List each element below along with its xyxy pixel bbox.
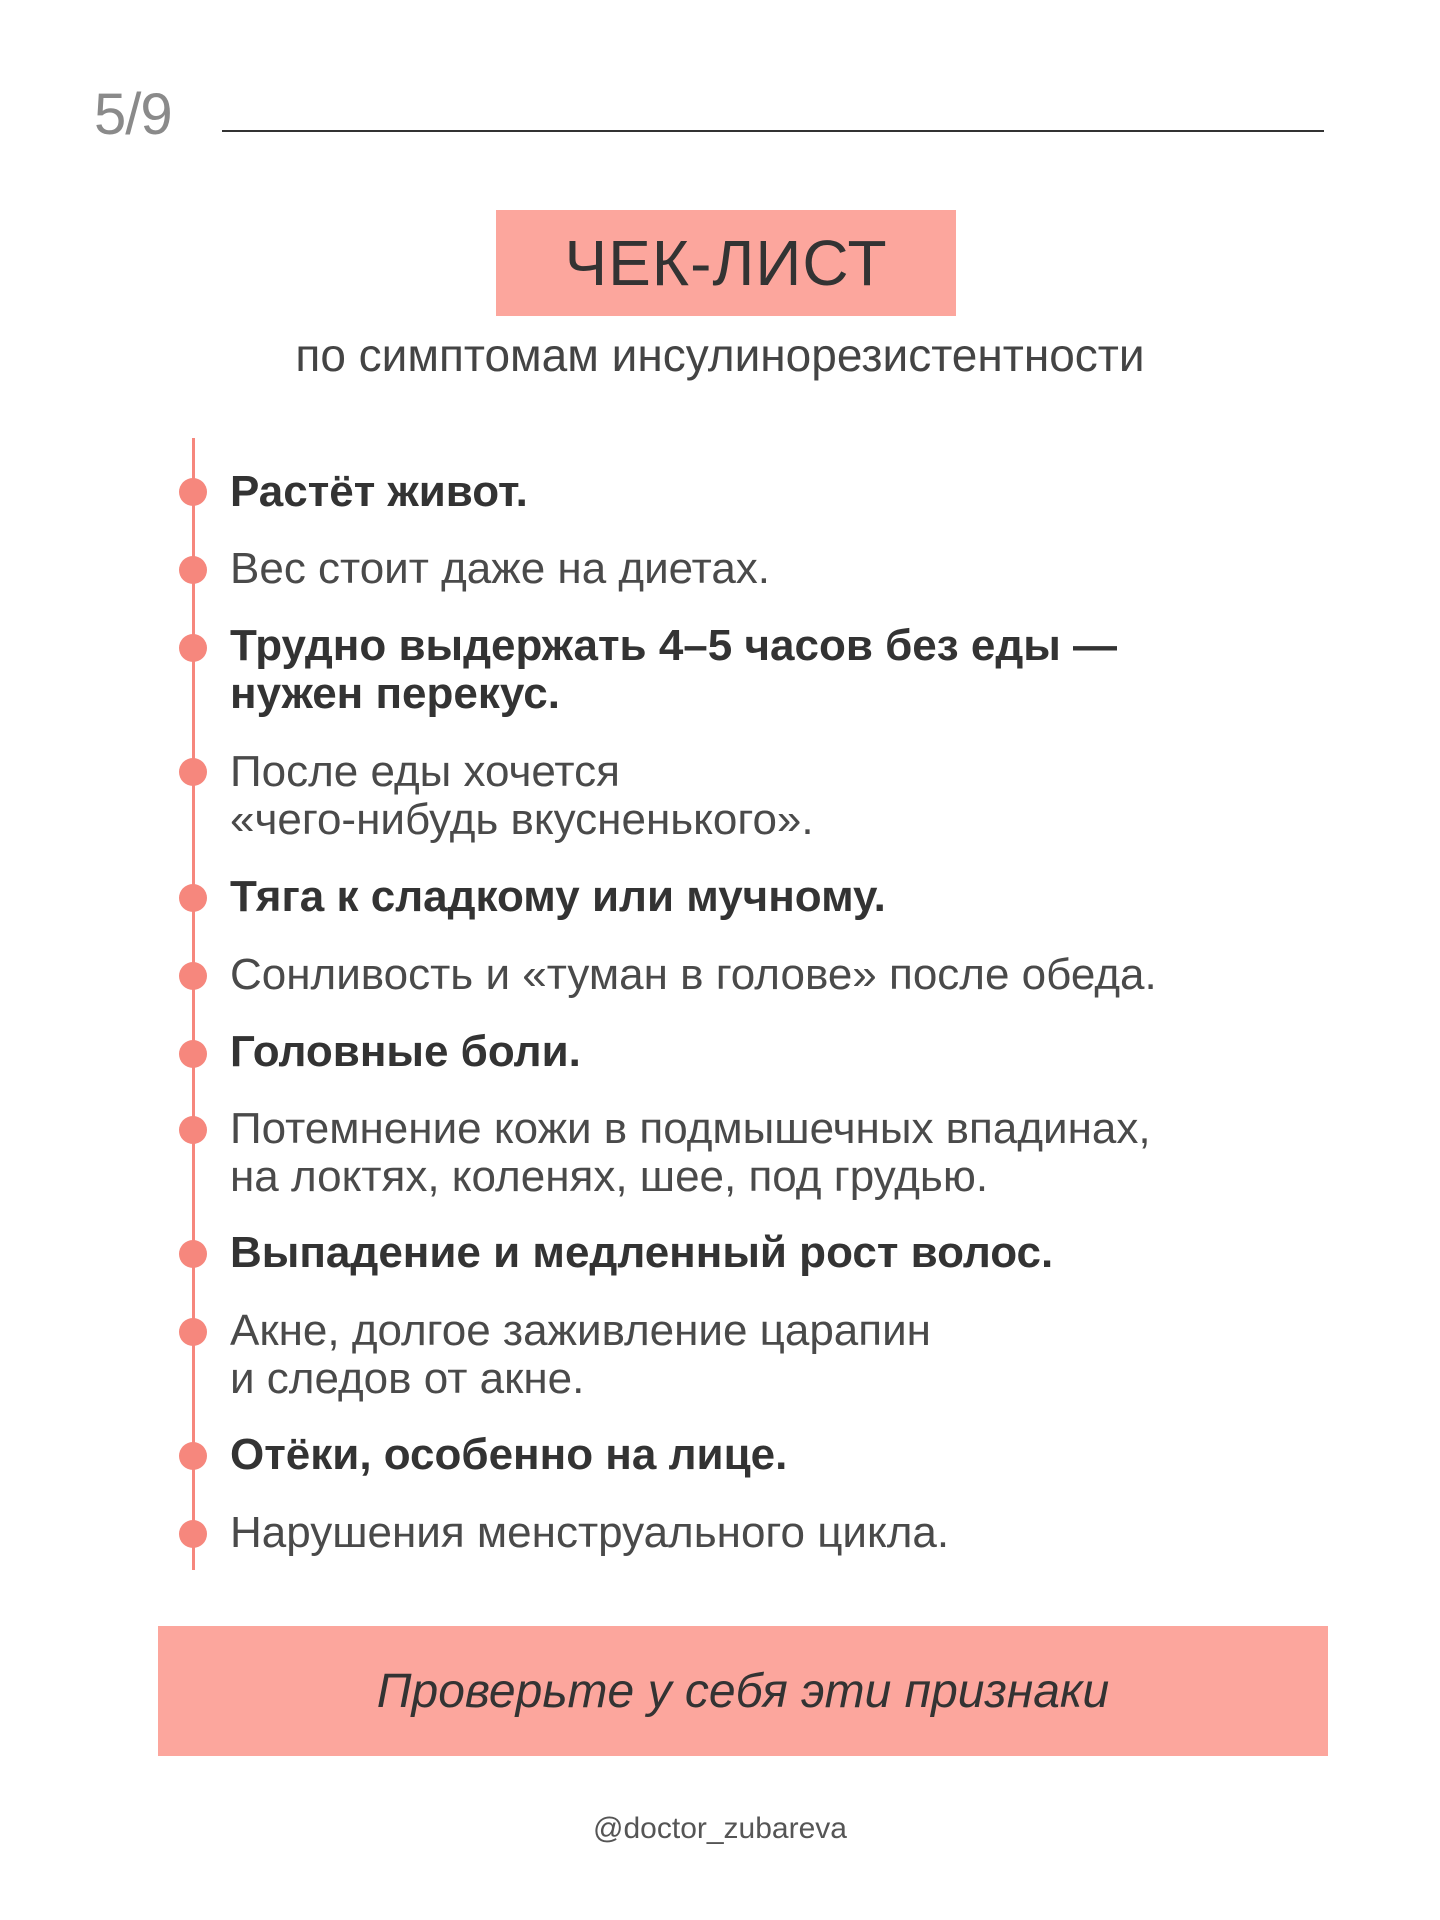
item-line: Выпадение и медленный рост волос. [230, 1228, 1054, 1277]
item-line: Сонливость и «туман в голове» после обеда. [230, 950, 1157, 999]
checklist-item [230, 748, 1370, 844]
item-line: Отёки, особенно на лице. [230, 1430, 788, 1479]
bullet-dot [179, 478, 207, 506]
bullet-dot [179, 1442, 207, 1470]
timeline-line [192, 438, 195, 1570]
checklist-item [230, 468, 1370, 516]
checklist-item [230, 1509, 1370, 1557]
bullet-dot [179, 1040, 207, 1068]
bullet-dot [179, 556, 207, 584]
item-line: Головные боли. [230, 1027, 581, 1076]
checklist-item [230, 1431, 1370, 1479]
item-line: Нарушения менструального цикла. [230, 1508, 950, 1557]
item-line: нужен перекус. [230, 669, 560, 718]
item-line: После еды хочется [230, 747, 620, 796]
item-line: Вес стоит даже на диетах. [230, 544, 771, 593]
cta-banner [158, 1626, 1328, 1756]
bullet-dot [179, 634, 207, 662]
header-divider [222, 130, 1324, 132]
bullet-dot [179, 962, 207, 990]
checklist-item [230, 1105, 1370, 1201]
bullet-dot [179, 1240, 207, 1268]
checklist-item [230, 622, 1370, 718]
item-line: и следов от акне. [230, 1354, 585, 1403]
item-line: Акне, долгое заживление царапин [230, 1306, 931, 1355]
checklist-item [230, 951, 1370, 999]
checklist-item [230, 1307, 1370, 1403]
bullet-dot [179, 884, 207, 912]
checklist-item [230, 1229, 1370, 1277]
bullet-dot [179, 1116, 207, 1144]
item-line: Потемнение кожи в подмышечных впадинах, [230, 1104, 1151, 1153]
item-line: «чего-нибудь вкусненького». [230, 795, 814, 844]
checklist-item [230, 873, 1370, 921]
author-handle: @doctor_zubareva [593, 1812, 847, 1845]
item-line: Тяга к сладкому или мучному. [230, 872, 886, 921]
bullet-dot [179, 1520, 207, 1548]
page-number: 5/9 [94, 82, 172, 147]
item-line: Растёт живот. [230, 467, 528, 516]
item-line: Трудно выдержать 4–5 часов без еды — [230, 621, 1118, 670]
page-subtitle: по симптомам инсулинорезистентности [295, 329, 1145, 381]
page-title: ЧЕК-ЛИСТ [564, 227, 888, 299]
item-line: на локтях, коленях, шее, под грудью. [230, 1152, 989, 1201]
bullet-dot [179, 758, 207, 786]
bullet-dot [179, 1318, 207, 1346]
title-banner [496, 210, 956, 316]
checklist-item [230, 545, 1370, 593]
cta-text: Проверьте у себя эти признаки [376, 1664, 1110, 1718]
checklist-item [230, 1028, 1370, 1076]
